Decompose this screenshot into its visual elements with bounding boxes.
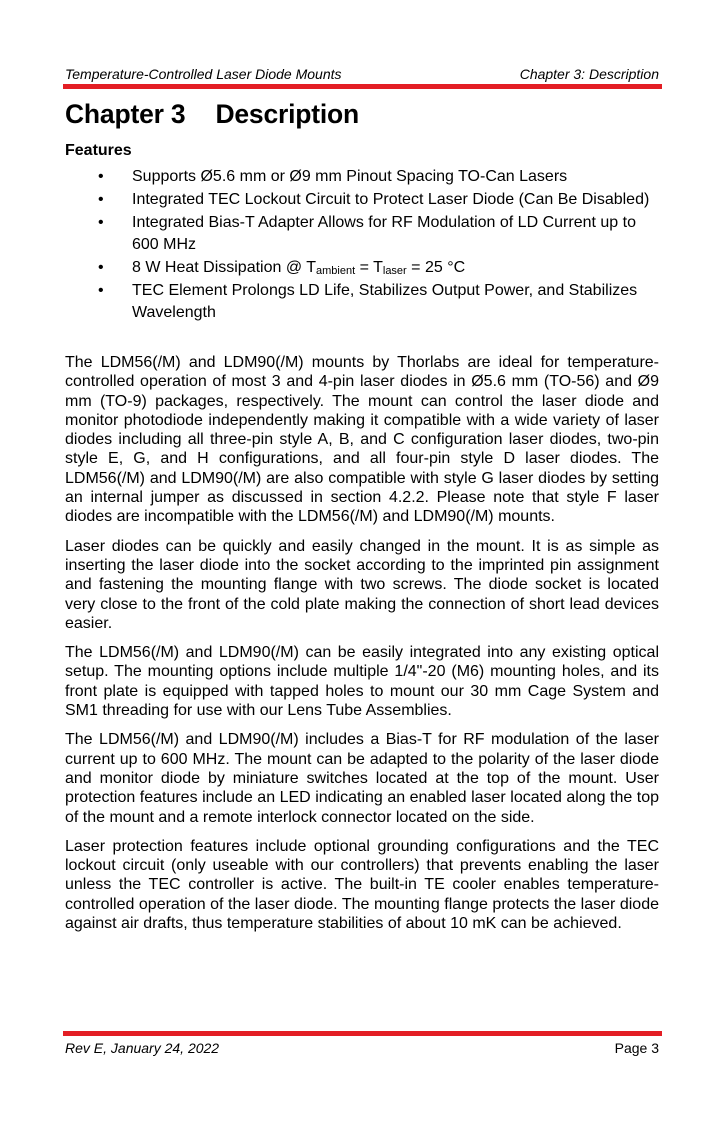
list-item — [65, 280, 665, 324]
item-text: Supports Ø5.6 mm or Ø9 mm Pinout Spacing TO-Can Lasers — [132, 168, 568, 185]
page-header — [65, 66, 659, 82]
bullet-icon: • — [98, 191, 104, 208]
bullet-icon: • — [98, 214, 104, 231]
item-text: TEC Element Prolongs LD Life, Stabilizes Output Power, and Stabilizes Wavelength — [132, 282, 638, 321]
body-text — [65, 353, 659, 943]
item-text: = 25 °C — [406, 259, 466, 276]
list-item — [65, 166, 665, 188]
list-item — [65, 189, 665, 211]
bullet-icon: • — [98, 259, 104, 276]
footer-divider — [63, 1031, 662, 1036]
subscript: ambient — [316, 265, 356, 277]
page-title — [65, 99, 359, 130]
chapter-title: Description — [215, 99, 360, 129]
item-text: Integrated TEC Lockout Circuit to Protect Laser Diode (Can Be Disabled) — [132, 191, 650, 208]
page-footer — [65, 1040, 659, 1056]
chapter-number: Chapter 3 — [65, 99, 186, 129]
header-chapter: Chapter 3: Description — [519, 66, 659, 82]
header-divider — [63, 84, 662, 89]
item-text: Integrated Bias-T Adapter Allows for RF Modulation of LD Current up to 600 MHz — [132, 214, 636, 253]
paragraph: The LDM56(/M) and LDM90(/M) can be easily integrated into any existing optical setup. The mounting options include multiple 1/4"-20 (M6) mounting holes, and its front plate is equipped with tapped holes to mount our 30 mm Cage System and SM1 threading for use with our Lens Tube Assemblies. — [65, 644, 659, 720]
paragraph: Laser diodes can be quickly and easily changed in the mount. It is as simple as inserting the laser diode into the socket according to the imprinted pin assignment and fastening the mounting flange with two screws. The diode socket is located very close to the front of the cold plate making the connection of short lead devices easier. — [65, 537, 659, 632]
subscript: laser — [382, 265, 407, 277]
revision-date: Rev E, January 24, 2022 — [65, 1040, 220, 1056]
features-heading: Features — [65, 142, 132, 159]
paragraph: The LDM56(/M) and LDM90(/M) mounts by Thorlabs are ideal for temperature-controlled operation of most 3 and 4-pin laser diodes in Ø5.6 mm (TO-56) and Ø9 mm (TO-9) packages, respectively. The mount can control the laser diode and monitor photodiode independently making it compatible with a wide variety of laser diodes including all three-pin style A, B, and C configuration laser diodes, two-pin style E, G, and H configurations, and all four-pin style D laser diodes. The LDM56(/M) and LDM90(/M) are also compatible with style G laser diodes by setting an internal jumper as discussed in section 4.2.2. Please note that style F laser diodes are incompatible with the LDM56(/M) and LDM90(/M) mounts. — [65, 354, 659, 526]
item-text: = T — [355, 259, 383, 276]
bullet-icon: • — [98, 168, 104, 185]
bullet-icon: • — [98, 282, 104, 299]
list-item — [65, 257, 665, 279]
features-list — [65, 166, 665, 325]
item-text: 8 W Heat Dissipation @ T — [132, 259, 317, 276]
paragraph: The LDM56(/M) and LDM90(/M) includes a Bias-T for RF modulation of the laser current up to 600 MHz. The mount can be adapted to the polarity of the laser diode and monitor diode by miniature switches located at the top of the mount. User protection features include an LED indicating an enabled laser located along the top of the mount and a remote interlock connector located on the side. — [65, 731, 659, 826]
page-number: Page 3 — [614, 1040, 659, 1056]
list-item — [65, 212, 665, 256]
header-doc-title: Temperature-Controlled Laser Diode Mounts — [65, 66, 342, 82]
paragraph: Laser protection features include optional grounding configurations and the TEC lockout circuit (only useable with our controllers) that prevents enabling the laser unless the TEC controller is active. The built-in TE cooler enables temperature-controlled operation of the laser diode. The mounting flange protects the laser diode against air drafts, thus temperature stabilities of about 10 mK can be achieved. — [65, 837, 659, 933]
